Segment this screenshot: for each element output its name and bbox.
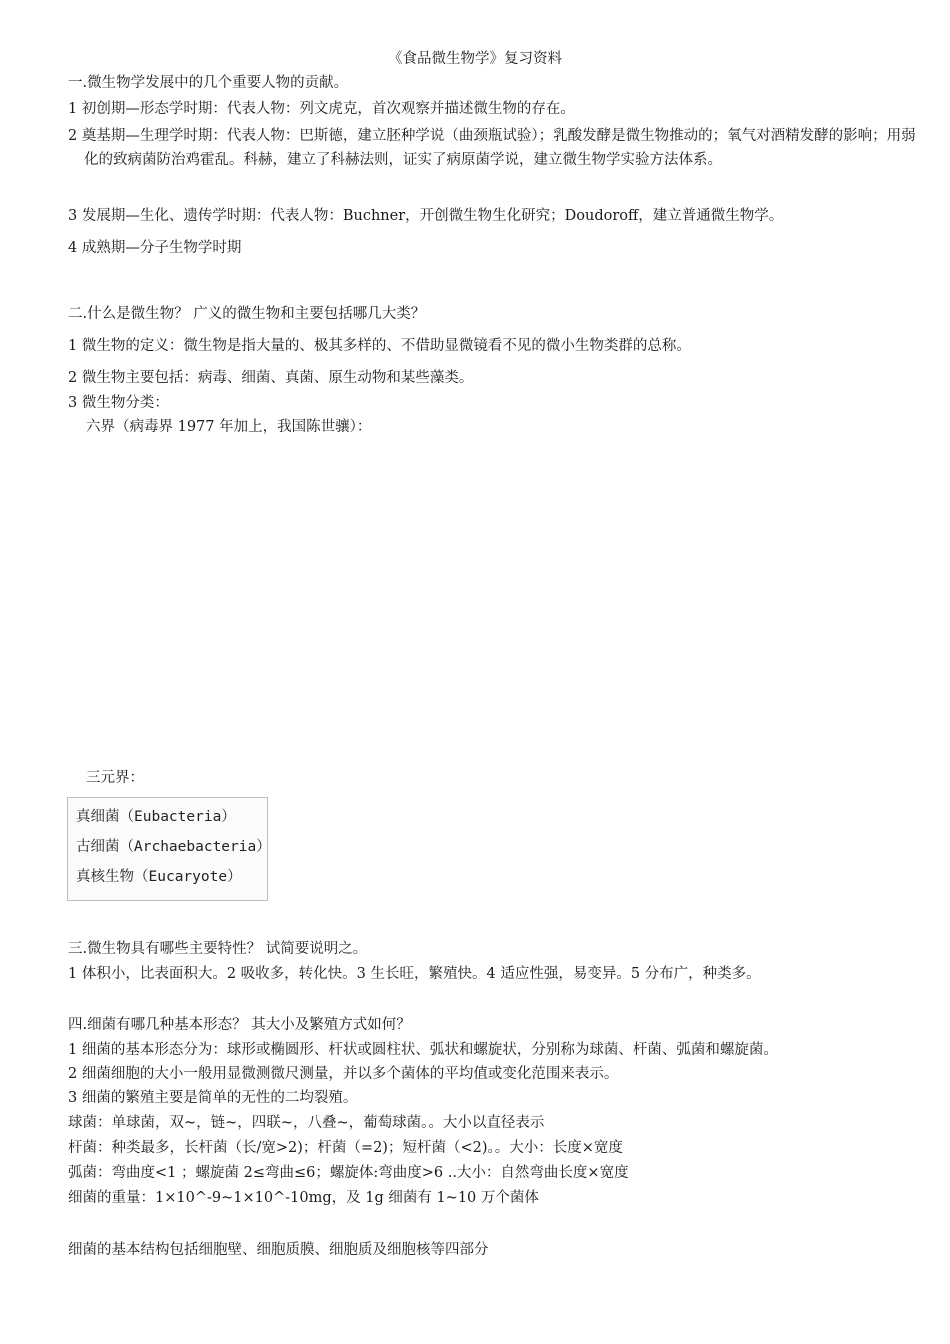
section-2-para-3: 3 微生物分类：: [68, 395, 169, 411]
section-4-para-1: 1 细菌的基本形态分为：球形或椭圆形、杆状或圆柱状、弧状和螺旋状，分别称为球菌、杆菌、弧菌和螺旋菌。: [68, 1042, 778, 1058]
six-kingdoms-label: 六界（病毒界 1977 年加上，我国陈世骧）：: [86, 419, 372, 435]
bacteria-structure-line: 细菌的基本结构包括细胞壁、细胞质膜、细胞质及细胞核等四部分: [68, 1242, 489, 1258]
document-title: 《食品微生物学》复习资料: [388, 51, 562, 67]
section-1-para-1: 1 初创期—形态学时期：代表人物：列文虎克，首次观察并描述微生物的存在。: [68, 101, 575, 117]
section-2-para-1: 1 微生物的定义：微生物是指大量的、极其多样的、不借助显微镜看不见的微小生物类群的总称。: [68, 338, 691, 354]
section-4-para-2: 2 细菌细胞的大小一般用显微测微尺测量，并以多个菌体的平均值或变化范围来表示。: [68, 1066, 619, 1082]
bacilli-line: 杆菌：种类最多，长杆菌（长/宽>2)；杆菌（=2)；短杆菌（<2)。。大小：长度×宽度: [68, 1140, 623, 1156]
section-4-heading: 四.细菌有哪几种基本形态？ 其大小及繁殖方式如何？: [68, 1017, 411, 1033]
section-1-para-3: 3 发展期—生化、遗传学时期：代表人物：Buchner，开创微生物生化研究；Doudoroff，建立普通微生物学。: [68, 208, 784, 224]
three-domains-image: [67, 797, 271, 901]
section-1-para-2: 2 奠基期—生理学时期：代表人物：巴斯德，建立胚种学说（曲颈瓶试验）；乳酸发酵是微生物推动的；氧气对酒精发酵的影响；用弱化的致病菌防治鸡霍乱。科赫，建立了科赫法则，证实了病原菌学说，建立微生物学实验方法体系。: [68, 128, 916, 168]
section-2-heading: 二.什么是微生物？ 广义的微生物和主要包括哪几大类？: [68, 306, 426, 322]
bacteria-weight-line: 细菌的重量：1×10^-9~1×10^-10mg，及 1g 细菌有 1~10 万个菌体: [68, 1190, 539, 1206]
three-domains-label: 三元界：: [86, 770, 144, 786]
section-1-heading: 一.微生物学发展中的几个重要人物的贡献。: [68, 75, 349, 91]
domain-eucaryote: 真核生物（Eucaryote）: [76, 869, 242, 885]
domain-archaebacteria: 古细菌（Archaebacteria）: [76, 839, 271, 855]
section-1-para-4: 4 成熟期—分子生物学时期: [68, 240, 242, 256]
section-2-para-2: 2 微生物主要包括：病毒、细菌、真菌、原生动物和某些藻类。: [68, 370, 474, 386]
vibrio-line: 弧菌：弯曲度<1 ；螺旋菌 2≤弯曲≤6；螺旋体:弯曲度>6 ..大小：自然弯曲长度×宽度: [68, 1165, 629, 1181]
cocci-line: 球菌：单球菌，双~，链~，四联~，八叠~，葡萄球菌。。大小以直径表示: [68, 1115, 545, 1131]
section-4-para-3: 3 细菌的繁殖主要是简单的无性的二均裂殖。: [68, 1090, 358, 1106]
domain-eubacteria: 真细菌（Eubacteria）: [76, 809, 236, 825]
section-3-para-1: 1 体积小，比表面积大。2 吸收多，转化快。3 生长旺，繁殖快。4 适应性强，易变异。5 分布广，种类多。: [68, 966, 761, 982]
section-3-heading: 三.微生物具有哪些主要特性？ 试简要说明之。: [68, 941, 368, 957]
